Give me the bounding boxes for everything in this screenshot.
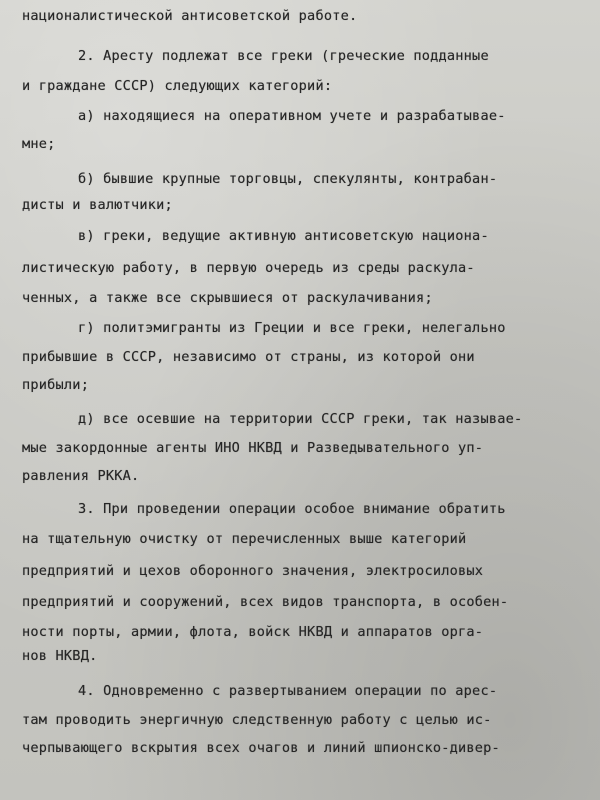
text-line-24: там проводить энергичную следственную работу с целью ис- xyxy=(22,712,492,728)
text-line-6: б) бывшие крупные торговцы, спекулянты, контрабан- xyxy=(78,171,498,187)
text-line-5: мне; xyxy=(22,136,56,152)
text-line-17: 3. При проведении операции особое внимание обратить xyxy=(78,501,506,517)
text-line-11: г) политэмигранты из Греции и все греки, нелегально xyxy=(78,320,506,336)
text-line-22: нов НКВД. xyxy=(22,648,98,664)
text-line-8: в) греки, ведущие активную антисоветскую национа- xyxy=(78,228,489,244)
text-line-7: дисты и валютчики; xyxy=(22,197,173,213)
text-line-14: д) все осевшие на территории СССР греки, так называе- xyxy=(78,411,523,427)
text-line-3: и граждане СССР) следующих категорий: xyxy=(22,78,333,94)
text-line-23: 4. Одновременно с развертыванием операции по арес- xyxy=(78,683,498,699)
text-line-19: предприятий и цехов оборонного значения, электросиловых xyxy=(22,563,484,579)
text-line-20: предприятий и сооружений, всех видов транспорта, в особен- xyxy=(22,594,509,610)
text-line-12: прибывшие в СССР, независимо от страны, из которой они xyxy=(22,349,475,365)
text-line-21: ности порты, армии, флота, войск НКВД и аппаратов орга- xyxy=(22,624,484,640)
text-line-9: листическую работу, в первую очередь из среды раскула- xyxy=(22,260,475,276)
text-line-2: 2. Аресту подлежат все греки (греческие подданные xyxy=(78,48,489,64)
text-line-18: на тщательную очистку от перечисленных выше категорий xyxy=(22,531,467,547)
text-line-13: прибыли; xyxy=(22,377,90,393)
text-line-15: мые закордонные агенты ИНО НКВД и Разведывательного уп- xyxy=(22,440,484,456)
text-line-16: равления РККА. xyxy=(22,468,140,484)
text-line-25: черпывающего вскрытия всех очагов и линий шпионско-дивер- xyxy=(22,740,500,756)
text-line-10: ченных, а также все скрывшиеся от раскулачивания; xyxy=(22,290,433,306)
text-line-1: националистической антисоветской работе. xyxy=(22,8,358,24)
text-line-4: а) находящиеся на оперативном учете и разрабатывае- xyxy=(78,108,506,124)
